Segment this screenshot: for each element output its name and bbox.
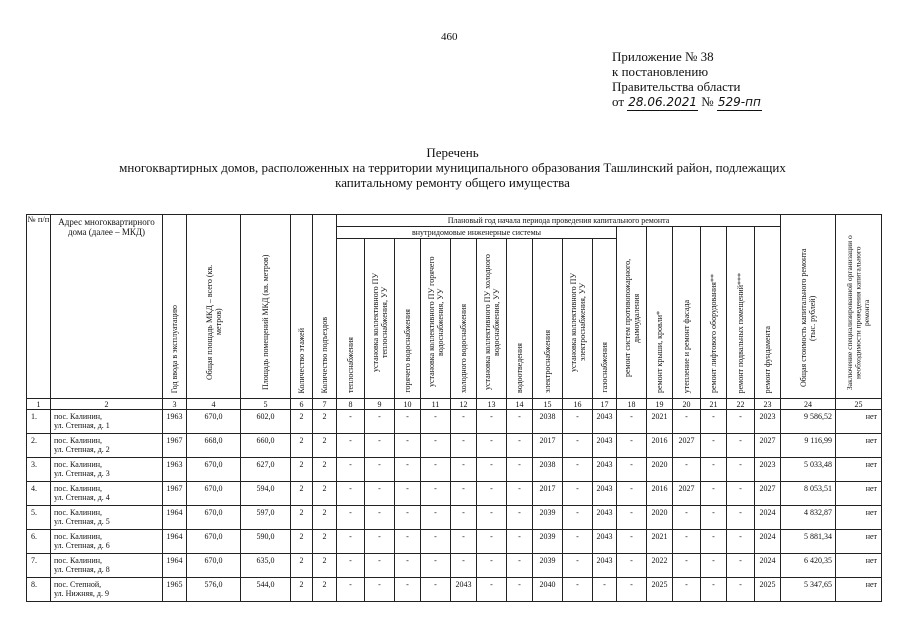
address-line-1: пос. Степной,: [54, 580, 102, 589]
table-cell: -: [617, 530, 647, 554]
table-cell: -: [337, 434, 365, 458]
table-cell: 2025: [755, 578, 781, 602]
table-cell: -: [563, 578, 593, 602]
appendix-line-2: к постановлению: [612, 64, 709, 79]
table-body: [27, 410, 882, 602]
table-cell: -: [673, 578, 701, 602]
subheader-col-13: установка коллективного ПУ холодного водоснабжения, УУ: [477, 239, 507, 399]
table-cell: -: [365, 554, 395, 578]
address-line-2: ул. Степная, д. 2: [54, 445, 110, 454]
table-cell: 2020: [647, 458, 673, 482]
subheader-col-10: горячего водоснабжения: [395, 239, 421, 399]
table-cell: 2027: [673, 434, 701, 458]
row-number: 2.: [27, 434, 51, 458]
column-number: 12: [451, 399, 477, 410]
page-number: 460: [441, 31, 458, 43]
table-cell: 2022: [647, 554, 673, 578]
column-number: 11: [421, 399, 451, 410]
table-cell: -: [337, 530, 365, 554]
appendix-date-prefix: от: [612, 94, 625, 109]
table-cell: -: [727, 530, 755, 554]
table-cell: -: [727, 554, 755, 578]
row-number: 4.: [27, 482, 51, 506]
table-cell: 670,0: [187, 506, 241, 530]
table-cell: -: [673, 530, 701, 554]
table-cell: 2043: [451, 578, 477, 602]
column-number: 25: [836, 399, 882, 410]
table-cell: 2027: [755, 482, 781, 506]
table-cell: -: [421, 530, 451, 554]
row-number: 8.: [27, 578, 51, 602]
table-cell: 1965: [163, 578, 187, 602]
table-cell: -: [617, 458, 647, 482]
row-address: [51, 482, 163, 506]
subheader-col-17: газоснабжения: [593, 239, 617, 399]
table-cell: 2024: [755, 530, 781, 554]
table-cell: -: [451, 554, 477, 578]
subheader-col-8: теплоснабжения: [337, 239, 365, 399]
table-cell: 668,0: [187, 434, 241, 458]
column-number: 9: [365, 399, 395, 410]
table-cell: -: [727, 410, 755, 434]
table-cell: -: [507, 578, 533, 602]
table-cell: -: [727, 458, 755, 482]
subheader-col-14: водоотведения: [507, 239, 533, 399]
table-cell: 2: [291, 434, 313, 458]
row-address: [51, 530, 163, 554]
column-number: 20: [673, 399, 701, 410]
subheader-col-11: установка коллективного ПУ горячего водоснабжения, УУ: [421, 239, 451, 399]
table-cell: 2040: [533, 578, 563, 602]
address-line-1: пос. Калинин,: [54, 436, 102, 445]
table-cell: 2: [313, 578, 337, 602]
document-title: [0, 145, 905, 190]
subheader-col-15: электроснабжения: [533, 239, 563, 399]
column-number: 15: [533, 399, 563, 410]
title-line-1: Перечень: [426, 145, 479, 160]
table-cell: -: [451, 482, 477, 506]
table-cell: 670,0: [187, 554, 241, 578]
table-cell: -: [701, 434, 727, 458]
table-cell: 635,0: [241, 554, 291, 578]
table-cell: 2: [291, 578, 313, 602]
header-total-area: Общая площадь МКД – всего (кв. метров): [187, 215, 241, 399]
table-cell: -: [477, 458, 507, 482]
table-cell: -: [421, 578, 451, 602]
address-line-1: пос. Калинин,: [54, 532, 102, 541]
header-planned-year: Плановый год начала периода проведения капитального ремонта: [337, 215, 781, 227]
table-cell: 1964: [163, 530, 187, 554]
table-cell: -: [563, 554, 593, 578]
table-cell: 670,0: [187, 410, 241, 434]
table-cell: 2021: [647, 530, 673, 554]
table-cell: -: [727, 434, 755, 458]
table-cell: 2: [313, 530, 337, 554]
column-number: 18: [617, 399, 647, 410]
table-cell: 2023: [755, 410, 781, 434]
row-number: 1.: [27, 410, 51, 434]
table-cell: 670,0: [187, 458, 241, 482]
table-cell: 2043: [593, 434, 617, 458]
table-cell: 2043: [593, 554, 617, 578]
table-cell: 670,0: [187, 482, 241, 506]
table-cell: -: [477, 506, 507, 530]
table-cell: 2: [291, 506, 313, 530]
table-row: [27, 530, 882, 554]
table-cell: 6 420,35: [781, 554, 836, 578]
row-address: [51, 458, 163, 482]
header-floors: Количество этажей: [291, 215, 313, 399]
table-cell: нет: [836, 482, 882, 506]
table-cell: 2: [291, 482, 313, 506]
table-cell: 597,0: [241, 506, 291, 530]
appendix-date-line: [612, 94, 762, 111]
column-number: 7: [313, 399, 337, 410]
table-cell: 2: [291, 458, 313, 482]
table-cell: -: [477, 554, 507, 578]
subheader-col-16: установка коллективного ПУ электроснабжения, УУ: [563, 239, 593, 399]
table-cell: -: [507, 410, 533, 434]
table-cell: 2: [313, 554, 337, 578]
table-cell: -: [395, 554, 421, 578]
table-cell: 1967: [163, 482, 187, 506]
table-row: [27, 410, 882, 434]
table-row: [27, 554, 882, 578]
table-row: [27, 482, 882, 506]
subheader-col-9: установка коллективного ПУ теплоснабжения, УУ: [365, 239, 395, 399]
table-row: [27, 434, 882, 458]
table-cell: 2038: [533, 410, 563, 434]
table-cell: -: [701, 506, 727, 530]
table-cell: -: [701, 578, 727, 602]
table-cell: -: [563, 410, 593, 434]
table-cell: 2024: [755, 506, 781, 530]
table-cell: -: [477, 434, 507, 458]
subheader-col-20: утепление и ремонт фасада: [673, 227, 701, 399]
column-number: 16: [563, 399, 593, 410]
houses-table: [26, 214, 882, 602]
column-number: 23: [755, 399, 781, 410]
table-cell: -: [507, 434, 533, 458]
table-cell: -: [421, 554, 451, 578]
table-cell: 2023: [755, 458, 781, 482]
row-address: [51, 506, 163, 530]
table-row: [27, 458, 882, 482]
table-cell: -: [451, 458, 477, 482]
table-cell: нет: [836, 410, 882, 434]
table-cell: -: [701, 530, 727, 554]
table-cell: -: [395, 530, 421, 554]
header-conclusion: Заключение специализированной организации о необходимости проведения капитального ремонта: [836, 215, 882, 399]
appendix-number: 529-пп: [717, 95, 761, 109]
table-cell: -: [593, 578, 617, 602]
table-cell: -: [421, 458, 451, 482]
table-cell: -: [365, 434, 395, 458]
table-cell: -: [617, 410, 647, 434]
table-cell: 2025: [647, 578, 673, 602]
column-number: 14: [507, 399, 533, 410]
header-entrances: Количество подъездов: [313, 215, 337, 399]
table-cell: -: [477, 530, 507, 554]
table-cell: 5 033,48: [781, 458, 836, 482]
table-row: [27, 506, 882, 530]
row-number: 6.: [27, 530, 51, 554]
subheader-col-22: ремонт подвальных помещений***: [727, 227, 755, 399]
table-cell: -: [365, 530, 395, 554]
table-cell: 544,0: [241, 578, 291, 602]
table-cell: -: [701, 554, 727, 578]
table-cell: -: [617, 554, 647, 578]
table-cell: -: [421, 482, 451, 506]
header-premises-area: Площадь помещений МКД (кв. метров): [241, 215, 291, 399]
table-cell: -: [451, 410, 477, 434]
table-cell: 2: [313, 506, 337, 530]
table-cell: 2017: [533, 434, 563, 458]
table-cell: 2043: [593, 410, 617, 434]
column-number: 8: [337, 399, 365, 410]
table-cell: -: [507, 458, 533, 482]
table-cell: 2021: [647, 410, 673, 434]
table-cell: -: [477, 482, 507, 506]
table-cell: -: [507, 482, 533, 506]
column-number: 4: [187, 399, 241, 410]
table-row: [27, 578, 882, 602]
table-cell: -: [673, 506, 701, 530]
table-cell: 5 881,34: [781, 530, 836, 554]
table-cell: 2024: [755, 554, 781, 578]
table-cell: -: [701, 458, 727, 482]
column-number: 1: [27, 399, 51, 410]
table-cell: 2: [291, 410, 313, 434]
table-cell: -: [617, 434, 647, 458]
table-cell: 2020: [647, 506, 673, 530]
table-cell: 2016: [647, 482, 673, 506]
title-line-2: многоквартирных домов, расположенных на территории муниципального образования Ташлинский район, подлежащих: [119, 160, 786, 175]
title-line-3: капитальному ремонту общего имущества: [335, 175, 570, 190]
table-cell: 2: [291, 554, 313, 578]
appendix-line-3: Правительства области: [612, 79, 741, 94]
table-cell: -: [421, 434, 451, 458]
address-line-1: пос. Калинин,: [54, 484, 102, 493]
table-cell: -: [421, 506, 451, 530]
table-cell: нет: [836, 530, 882, 554]
table-cell: -: [395, 578, 421, 602]
table-cell: -: [337, 506, 365, 530]
row-number: 5.: [27, 506, 51, 530]
subheader-col-18: ремонт систем противопожарного, дымоудаления: [617, 227, 647, 399]
table-cell: 670,0: [187, 530, 241, 554]
table-cell: -: [617, 482, 647, 506]
column-number: 2: [51, 399, 163, 410]
table-cell: -: [477, 410, 507, 434]
table-cell: -: [395, 482, 421, 506]
header-year: Год ввода в эксплуатацию: [163, 215, 187, 399]
table-cell: 590,0: [241, 530, 291, 554]
appendix-block: [612, 49, 762, 111]
row-address: [51, 434, 163, 458]
table-cell: -: [365, 410, 395, 434]
appendix-line-1: Приложение № 38: [612, 49, 714, 64]
table-cell: 2: [291, 530, 313, 554]
table-cell: -: [507, 506, 533, 530]
column-number: 22: [727, 399, 755, 410]
table-cell: -: [451, 506, 477, 530]
table-cell: нет: [836, 434, 882, 458]
table-cell: -: [365, 458, 395, 482]
table-cell: 2038: [533, 458, 563, 482]
table-cell: -: [365, 482, 395, 506]
address-line-2: ул. Степная, д. 1: [54, 421, 110, 430]
table-cell: -: [563, 482, 593, 506]
row-number: 3.: [27, 458, 51, 482]
subheader-col-21: ремонт лифтового оборудования**: [701, 227, 727, 399]
column-number: 10: [395, 399, 421, 410]
table-cell: 2016: [647, 434, 673, 458]
table-cell: -: [673, 554, 701, 578]
column-number: 5: [241, 399, 291, 410]
address-line-2: ул. Степная, д. 8: [54, 565, 110, 574]
address-line-2: ул. Нижняя, д. 9: [54, 589, 109, 598]
table-cell: 602,0: [241, 410, 291, 434]
table-cell: 8 053,51: [781, 482, 836, 506]
table-cell: -: [395, 506, 421, 530]
table-cell: 594,0: [241, 482, 291, 506]
table-cell: 4 832,87: [781, 506, 836, 530]
column-number: 3: [163, 399, 187, 410]
address-line-2: ул. Степная, д. 3: [54, 469, 110, 478]
table-cell: -: [395, 410, 421, 434]
table-cell: 2039: [533, 506, 563, 530]
table-cell: 1964: [163, 506, 187, 530]
row-number: 7.: [27, 554, 51, 578]
row-address: [51, 554, 163, 578]
table-cell: -: [337, 482, 365, 506]
table-cell: -: [727, 482, 755, 506]
table-cell: 2017: [533, 482, 563, 506]
table-cell: -: [563, 530, 593, 554]
address-line-2: ул. Степная, д. 6: [54, 541, 110, 550]
table-cell: 2: [313, 482, 337, 506]
subheader-col-23: ремонт фундамента: [755, 227, 781, 399]
header-num: № п/п: [27, 215, 51, 399]
column-number: 13: [477, 399, 507, 410]
table-cell: -: [451, 530, 477, 554]
subheader-col-19: ремонт крыши, кровли*: [647, 227, 673, 399]
table-cell: -: [337, 578, 365, 602]
appendix-number-sign: №: [701, 94, 714, 109]
address-line-2: ул. Степная, д. 4: [54, 493, 110, 502]
table-cell: -: [507, 554, 533, 578]
table-cell: 2027: [673, 482, 701, 506]
column-number: 17: [593, 399, 617, 410]
table-cell: 2: [313, 458, 337, 482]
table-cell: -: [421, 410, 451, 434]
address-line-2: ул. Степная, д. 5: [54, 517, 110, 526]
table-cell: 5 347,65: [781, 578, 836, 602]
table-cell: -: [395, 434, 421, 458]
table-cell: -: [507, 530, 533, 554]
column-numbers-row: [27, 399, 882, 410]
table-cell: -: [727, 506, 755, 530]
header-cost: Общая стоимость капитального ремонта (тыс. рублей): [781, 215, 836, 399]
table-cell: 2043: [593, 530, 617, 554]
table-cell: 2: [313, 410, 337, 434]
table-cell: -: [337, 554, 365, 578]
header-engineering: внутридомовые инженерные системы: [337, 227, 617, 239]
column-number: 24: [781, 399, 836, 410]
table-cell: 1963: [163, 410, 187, 434]
address-line-1: пос. Калинин,: [54, 460, 102, 469]
table-cell: -: [365, 578, 395, 602]
table-cell: нет: [836, 506, 882, 530]
column-number: 19: [647, 399, 673, 410]
table-cell: -: [337, 410, 365, 434]
table-cell: 2039: [533, 554, 563, 578]
row-address: [51, 578, 163, 602]
table-cell: 9 116,99: [781, 434, 836, 458]
table-cell: -: [395, 458, 421, 482]
table-cell: 627,0: [241, 458, 291, 482]
table-cell: 2039: [533, 530, 563, 554]
table-cell: 9 586,52: [781, 410, 836, 434]
table-cell: -: [701, 410, 727, 434]
table-cell: -: [673, 458, 701, 482]
table-cell: -: [477, 578, 507, 602]
table-cell: -: [563, 458, 593, 482]
table-cell: 2043: [593, 482, 617, 506]
table-cell: 2043: [593, 506, 617, 530]
column-number: 21: [701, 399, 727, 410]
table-cell: 1964: [163, 554, 187, 578]
column-number: 6: [291, 399, 313, 410]
table-cell: 2043: [593, 458, 617, 482]
table-cell: -: [337, 458, 365, 482]
address-line-1: пос. Калинин,: [54, 412, 102, 421]
subheader-col-12: холодного водоснабжения: [451, 239, 477, 399]
table-cell: -: [365, 506, 395, 530]
table-cell: 2: [313, 434, 337, 458]
table-cell: нет: [836, 554, 882, 578]
table-cell: нет: [836, 578, 882, 602]
table-cell: -: [727, 578, 755, 602]
address-line-1: пос. Калинин,: [54, 556, 102, 565]
table-cell: -: [617, 578, 647, 602]
table-cell: 660,0: [241, 434, 291, 458]
table-cell: -: [617, 506, 647, 530]
address-line-1: пос. Калинин,: [54, 508, 102, 517]
table-cell: 1967: [163, 434, 187, 458]
table-cell: -: [673, 410, 701, 434]
row-address: [51, 410, 163, 434]
table-cell: нет: [836, 458, 882, 482]
table-cell: -: [701, 482, 727, 506]
table-cell: 576,0: [187, 578, 241, 602]
appendix-date: 28.06.2021: [628, 95, 697, 109]
header-address: Адрес многоквартирного дома (далее – МКД): [51, 215, 163, 399]
table-cell: 2027: [755, 434, 781, 458]
table-cell: -: [563, 506, 593, 530]
table-cell: -: [563, 434, 593, 458]
table-cell: -: [451, 434, 477, 458]
table-cell: 1963: [163, 458, 187, 482]
